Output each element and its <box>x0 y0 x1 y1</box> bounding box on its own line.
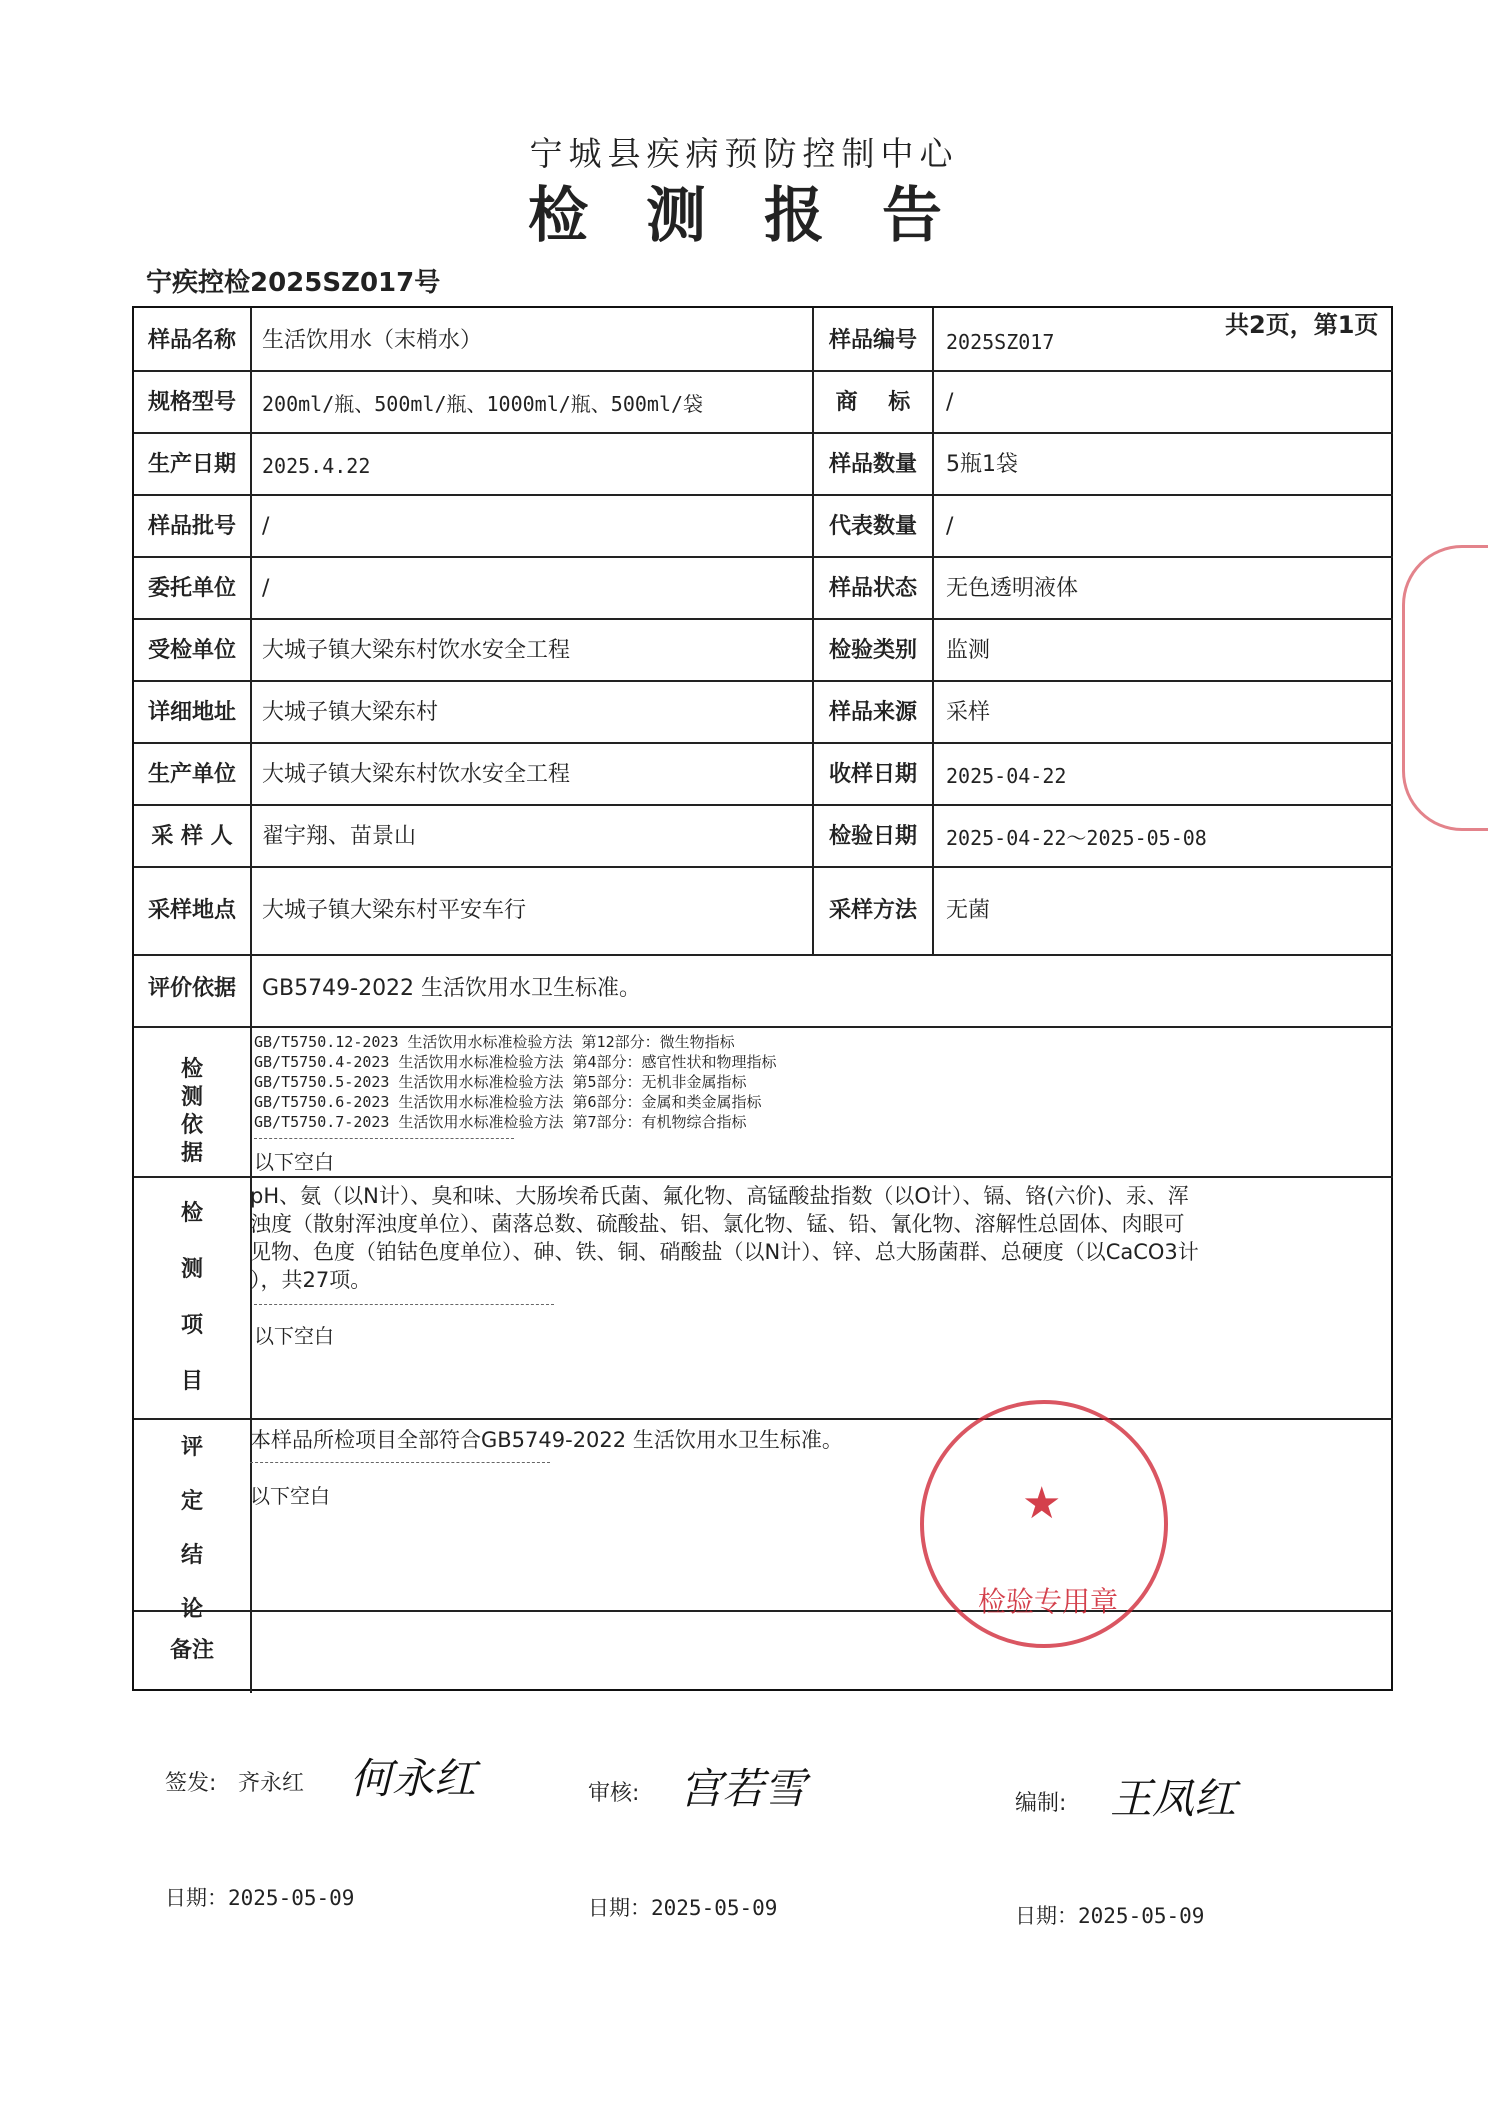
test-basis-list <box>254 1032 777 1132</box>
test-basis-line: GB/T5750.4-2023 生活饮用水标准检验方法 第4部分：感官性状和物理指标 <box>254 1053 777 1071</box>
value-sample-no: 2025SZ017 <box>946 330 1055 354</box>
test-basis-blank: 以下空白 <box>254 1150 334 1174</box>
label-spec: 规格型号 <box>147 390 236 415</box>
stamp-fragment-right <box>1402 545 1488 831</box>
label-sampler: 采 样 人 <box>151 824 233 849</box>
label-remarks: 备注 <box>169 1638 214 1663</box>
page-count: 共2页，第1页 <box>1225 311 1379 339</box>
report-table <box>132 306 1393 1691</box>
value-inspected: 大城子镇大梁东村饮水安全工程 <box>262 638 571 663</box>
label-brand: 商 标 <box>835 390 911 415</box>
conclusion-text: 本样品所检项目全部符合GB5749-2022 生活饮用水卫生标准。 <box>250 1428 843 1452</box>
test-basis-line: GB/T5750.7-2023 生活饮用水标准检验方法 第7部分：有机物综合指标 <box>254 1113 747 1131</box>
editor-signature: 王凤红 <box>1110 1774 1237 1823</box>
value-test-date: 2025-04-22～2025-05-08 <box>946 826 1207 850</box>
test-basis-line: GB/T5750.12-2023 生活饮用水标准检验方法 第12部分：微生物指标 <box>254 1033 735 1051</box>
value-rep-qty: / <box>946 514 954 539</box>
label-qty: 样品数量 <box>828 452 917 477</box>
value-recv-date: 2025-04-22 <box>946 764 1067 788</box>
label-test-items: 检 测 项 目 <box>180 1201 203 1394</box>
label-recv-date: 收样日期 <box>828 762 917 787</box>
label-conclusion: 评 定 结 论 <box>180 1435 203 1622</box>
value-insp-type: 监测 <box>946 638 991 663</box>
test-basis-line: GB/T5750.5-2023 生活饮用水标准检验方法 第5部分：无机非金属指标 <box>254 1073 747 1091</box>
report-number: 宁疾控检2025SZ017号 <box>146 268 441 298</box>
value-source: 采样 <box>946 700 991 725</box>
label-sample-name: 样品名称 <box>147 328 236 353</box>
label-address: 详细地址 <box>147 700 236 725</box>
label-inspected: 受检单位 <box>147 638 236 663</box>
label-client: 委托单位 <box>147 576 236 601</box>
value-spec: 200ml/瓶、500ml/瓶、1000ml/瓶、500ml/袋 <box>262 392 704 416</box>
label-method: 采样方法 <box>828 898 917 923</box>
value-batch: / <box>262 514 270 539</box>
value-state: 无色透明液体 <box>946 576 1079 601</box>
label-producer: 生产单位 <box>147 762 236 787</box>
test-items-blank: 以下空白 <box>254 1324 334 1348</box>
value-qty: 5瓶1袋 <box>946 452 1018 477</box>
label-rep-qty: 代表数量 <box>828 514 917 539</box>
issue-date: 日期：2025-05-09 <box>165 1886 355 1910</box>
label-source: 样品来源 <box>828 700 917 725</box>
label-insp-type: 检验类别 <box>828 638 917 663</box>
label-state: 样品状态 <box>828 576 917 601</box>
value-sampler: 翟宇翔、苗景山 <box>262 824 417 849</box>
test-items-list: pH、氨（以N计）、臭和味、大肠埃希氏菌、氟化物、高锰酸盐指数（以O计）、镉、铬(六价)、汞、浑 浊度（散射浑浊度单位）、菌落总数、硫酸盐、铝、氯化物、锰、铅、氰化物、溶解性总固体、肉眼可 见物、色度（铂钴色度单位）、砷、铁、铜、硝酸盐（以N计）、锌、总大肠菌群、总硬度（以CaCO3计 ），共27项。 <box>250 1184 1199 1292</box>
value-brand: / <box>946 390 954 415</box>
value-site: 大城子镇大梁东村平安车行 <box>262 898 527 923</box>
edit-date: 日期：2025-05-09 <box>1015 1904 1205 1928</box>
issuer-label: 签发: <box>165 1771 217 1796</box>
issuer-signature: 何永红 <box>350 1754 477 1803</box>
value-method: 无菌 <box>946 898 991 923</box>
stamp-label: 检验专用章 <box>978 1585 1119 1618</box>
label-test-basis: 检 测 依 据 <box>180 1057 203 1166</box>
label-prod-date: 生产日期 <box>147 452 236 477</box>
label-basis: 评价依据 <box>147 976 236 1001</box>
value-address: 大城子镇大梁东村 <box>262 700 439 725</box>
value-basis: GB5749-2022 生活饮用水卫生标准。 <box>262 976 642 1001</box>
stamp-star-icon: ★ <box>1022 1478 1062 1529</box>
issuer-name: 齐永红 <box>238 1771 305 1796</box>
label-sample-no: 样品编号 <box>828 328 917 353</box>
reviewer-signature: 宫若雪 <box>680 1764 807 1813</box>
conclusion-blank: 以下空白 <box>250 1484 330 1508</box>
test-basis-line: GB/T5750.6-2023 生活饮用水标准检验方法 第6部分：金属和类金属指标 <box>254 1093 762 1111</box>
value-producer: 大城子镇大梁东村饮水安全工程 <box>262 762 571 787</box>
reviewer-label: 审核: <box>588 1781 640 1806</box>
editor-label: 编制: <box>1015 1791 1067 1816</box>
label-test-date: 检验日期 <box>828 824 917 849</box>
review-date: 日期：2025-05-09 <box>588 1896 778 1920</box>
label-site: 采样地点 <box>147 898 236 923</box>
report-title: 检测报告 <box>528 181 1000 251</box>
label-batch: 样品批号 <box>147 514 236 539</box>
value-sample-name: 生活饮用水（末梢水） <box>262 328 483 353</box>
value-client: / <box>262 576 270 601</box>
org-name: 宁城县疾病预防控制中心 <box>529 134 959 173</box>
value-prod-date: 2025.4.22 <box>262 454 371 478</box>
